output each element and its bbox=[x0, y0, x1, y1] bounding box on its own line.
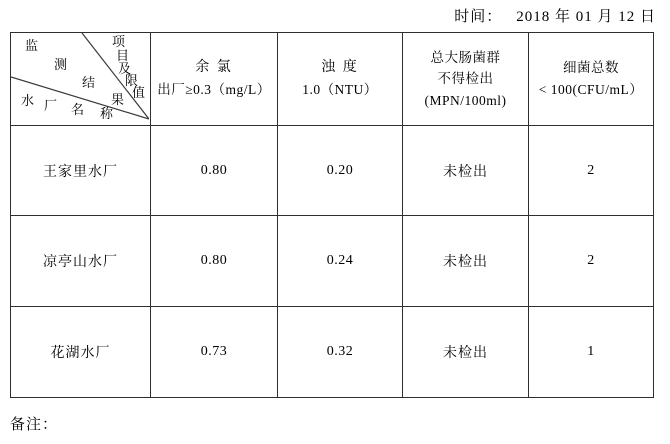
corner-item-char: 目 bbox=[116, 48, 130, 63]
corner-plant-char: 厂 bbox=[44, 98, 58, 113]
col-header-total-coliform bbox=[403, 33, 529, 126]
bacteria-count-cell: 2 bbox=[529, 216, 654, 307]
plant-name-cell: 凉亭山水厂 bbox=[11, 216, 151, 307]
corner-item-char: 项 bbox=[112, 34, 126, 49]
plant-name-cell: 王家里水厂 bbox=[11, 126, 151, 216]
residual-chlorine-cell: 0.73 bbox=[151, 307, 278, 398]
col-header-residual-chlorine bbox=[151, 33, 278, 126]
corner-monitor-char: 监 bbox=[25, 38, 39, 53]
corner-monitor-char: 测 bbox=[54, 57, 68, 72]
corner-monitor-char: 果 bbox=[111, 92, 125, 107]
corner-item-char: 限 bbox=[125, 73, 139, 88]
column-limit: 出厂≥0.3（mg/L） bbox=[157, 82, 271, 98]
table-row bbox=[11, 216, 654, 307]
corner-item-char: 值 bbox=[132, 85, 146, 100]
total-coliform-cell: 未检出 bbox=[403, 307, 529, 398]
column-title: 余 氯 bbox=[195, 60, 233, 75]
table-row bbox=[11, 126, 654, 216]
bacteria-count-cell: 2 bbox=[529, 126, 654, 216]
col-header-turbidity bbox=[278, 33, 403, 126]
remarks-label: 备注： bbox=[10, 417, 59, 433]
column-limit: < 100(CFU/mL） bbox=[538, 82, 644, 97]
water-quality-table bbox=[10, 32, 654, 398]
turbidity-cell: 0.24 bbox=[278, 216, 403, 307]
column-unit: (MPN/100ml) bbox=[424, 92, 507, 108]
col-header-bacteria-count bbox=[529, 33, 654, 126]
column-title: 浊 度 bbox=[321, 60, 359, 75]
time-label: 时间： bbox=[454, 9, 503, 25]
corner-monitor-char: 结 bbox=[82, 75, 96, 90]
residual-chlorine-cell: 0.80 bbox=[151, 216, 278, 307]
table-row bbox=[11, 307, 654, 398]
time-value: 2018 年 01 月 12 日 bbox=[516, 9, 656, 25]
plant-name-cell: 花湖水厂 bbox=[11, 307, 151, 398]
corner-item-char: 及 bbox=[118, 61, 132, 76]
column-limit: 不得检出 bbox=[437, 71, 494, 87]
report-time bbox=[454, 5, 656, 26]
total-coliform-cell: 未检出 bbox=[403, 216, 529, 307]
total-coliform-cell: 未检出 bbox=[403, 126, 529, 216]
corner-plant-char: 名 bbox=[71, 102, 85, 117]
column-limit: 1.0（NTU） bbox=[302, 82, 378, 98]
corner-plant-char: 称 bbox=[100, 106, 114, 121]
diagonal-corner-box bbox=[11, 33, 149, 124]
column-title: 总大肠菌群 bbox=[430, 49, 501, 65]
turbidity-cell: 0.32 bbox=[278, 307, 403, 398]
turbidity-cell: 0.20 bbox=[278, 126, 403, 216]
bacteria-count-cell: 1 bbox=[529, 307, 654, 398]
corner-plant-char: 水 bbox=[21, 93, 35, 108]
column-title: 细菌总数 bbox=[563, 60, 619, 76]
diagonal-corner-cell bbox=[11, 33, 151, 126]
residual-chlorine-cell: 0.80 bbox=[151, 126, 278, 216]
header-row bbox=[11, 33, 654, 126]
